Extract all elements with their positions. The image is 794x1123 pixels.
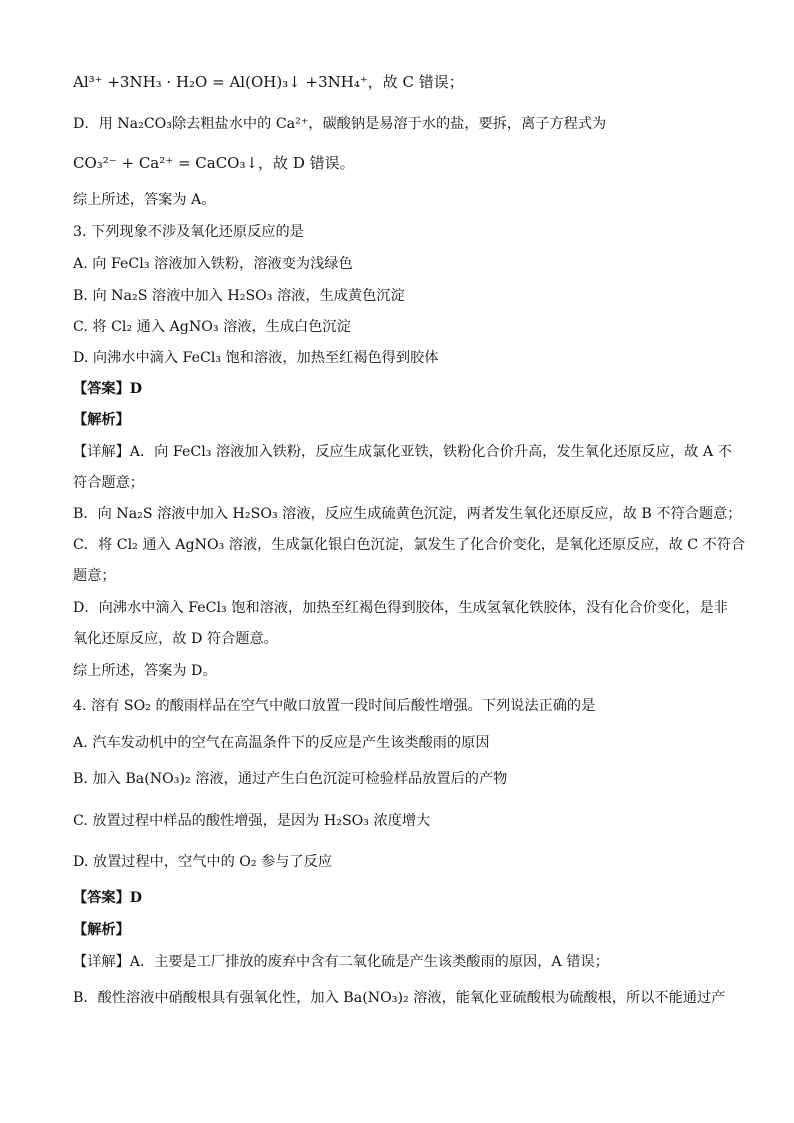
explanation-line: 题意； xyxy=(73,568,116,584)
question-4-option-a: A. 汽车发动机中的空气在高温条件下的反应是产生该类酸雨的原因 xyxy=(73,735,490,751)
analysis-label: 【解析】 xyxy=(73,922,130,938)
explanation-line: B．向 Na₂S 溶液中加入 H₂SO₃ 溶液，反应生成硫黄色沉淀，两者发生氧化还原反应，故 B 不符合题意； xyxy=(73,506,742,522)
question-4-option-d: D. 放置过程中，空气中的 O₂ 参与了反应 xyxy=(73,854,333,870)
explanation-line: 符合题意； xyxy=(73,475,144,491)
explanation-line: B．酸性溶液中硝酸根具有强氧化性，加入 Ba(NO₃)₂ 溶液，能氧化亚硫酸根为硫酸根，所以不能通过产 xyxy=(73,990,726,1006)
answer-label: 【答案】D xyxy=(73,381,143,397)
question-3-option-b: B. 向 Na₂S 溶液中加入 H₂SO₃ 溶液，生成黄色沉淀 xyxy=(73,288,405,304)
explanation-line: D．向沸水中滴入 FeCl₃ 饱和溶液，加热至红褐色得到胶体，生成氢氧化铁胶体，没有化合价变化，是非 xyxy=(73,600,728,616)
summary-line: 综上所述，答案为 A。 xyxy=(73,192,216,208)
question-3-option-d: D. 向沸水中滴入 FeCl₃ 饱和溶液，加热至红褐色得到胶体 xyxy=(73,350,439,366)
equation-line-co3: CO₃²⁻ + Ca²⁺ = CaCO₃↓，故 D 错误。 xyxy=(73,154,355,172)
equation-line-al: Al³⁺ +3NH₃ · H₂O = Al(OH)₃↓ +3NH₄⁺，故 C 错误； xyxy=(73,73,464,91)
explanation-line: 氧化还原反应，故 D 符合题意。 xyxy=(73,631,278,647)
explanation-line: 【详解】A．主要是工厂排放的废弃中含有二氧化硫是产生该类酸雨的原因，A 错误； xyxy=(73,954,609,970)
question-3-option-c: C. 将 Cl₂ 通入 AgNO₃ 溶液，生成白色沉淀 xyxy=(73,319,351,335)
analysis-label: 【解析】 xyxy=(73,412,130,428)
question-3-stem: 3. 下列现象不涉及氧化还原反应的是 xyxy=(73,224,304,240)
paragraph-line: D．用 Na₂CO₃除去粗盐水中的 Ca²⁺，碳酸钠是易溶于水的盐，要拆，离子方程式为 xyxy=(73,116,607,132)
question-3-option-a: A. 向 FeCl₃ 溶液加入铁粉，溶液变为浅绿色 xyxy=(73,256,353,272)
question-4-option-b: B. 加入 Ba(NO₃)₂ 溶液，通过产生白色沉淀可检验样品放置后的产物 xyxy=(73,771,508,787)
question-4-stem: 4. 溶有 SO₂ 的酸雨样品在空气中敞口放置一段时间后酸性增强。下列说法正确的是 xyxy=(73,698,596,714)
question-4-option-c: C. 放置过程中样品的酸性增强，是因为 H₂SO₃ 浓度增大 xyxy=(73,813,431,829)
summary-line: 综上所述，答案为 D。 xyxy=(73,663,217,679)
explanation-line: C．将 Cl₂ 通入 AgNO₃ 溶液，生成氯化银白色沉淀，氯发生了化合价变化，是氧化还原反应，故 C 不符合 xyxy=(73,537,746,553)
answer-label: 【答案】D xyxy=(73,890,143,906)
explanation-line: 【详解】A．向 FeCl₃ 溶液加入铁粉，反应生成氯化亚铁，铁粉化合价升高，发生氧化还原反应，故 A 不 xyxy=(73,444,732,460)
